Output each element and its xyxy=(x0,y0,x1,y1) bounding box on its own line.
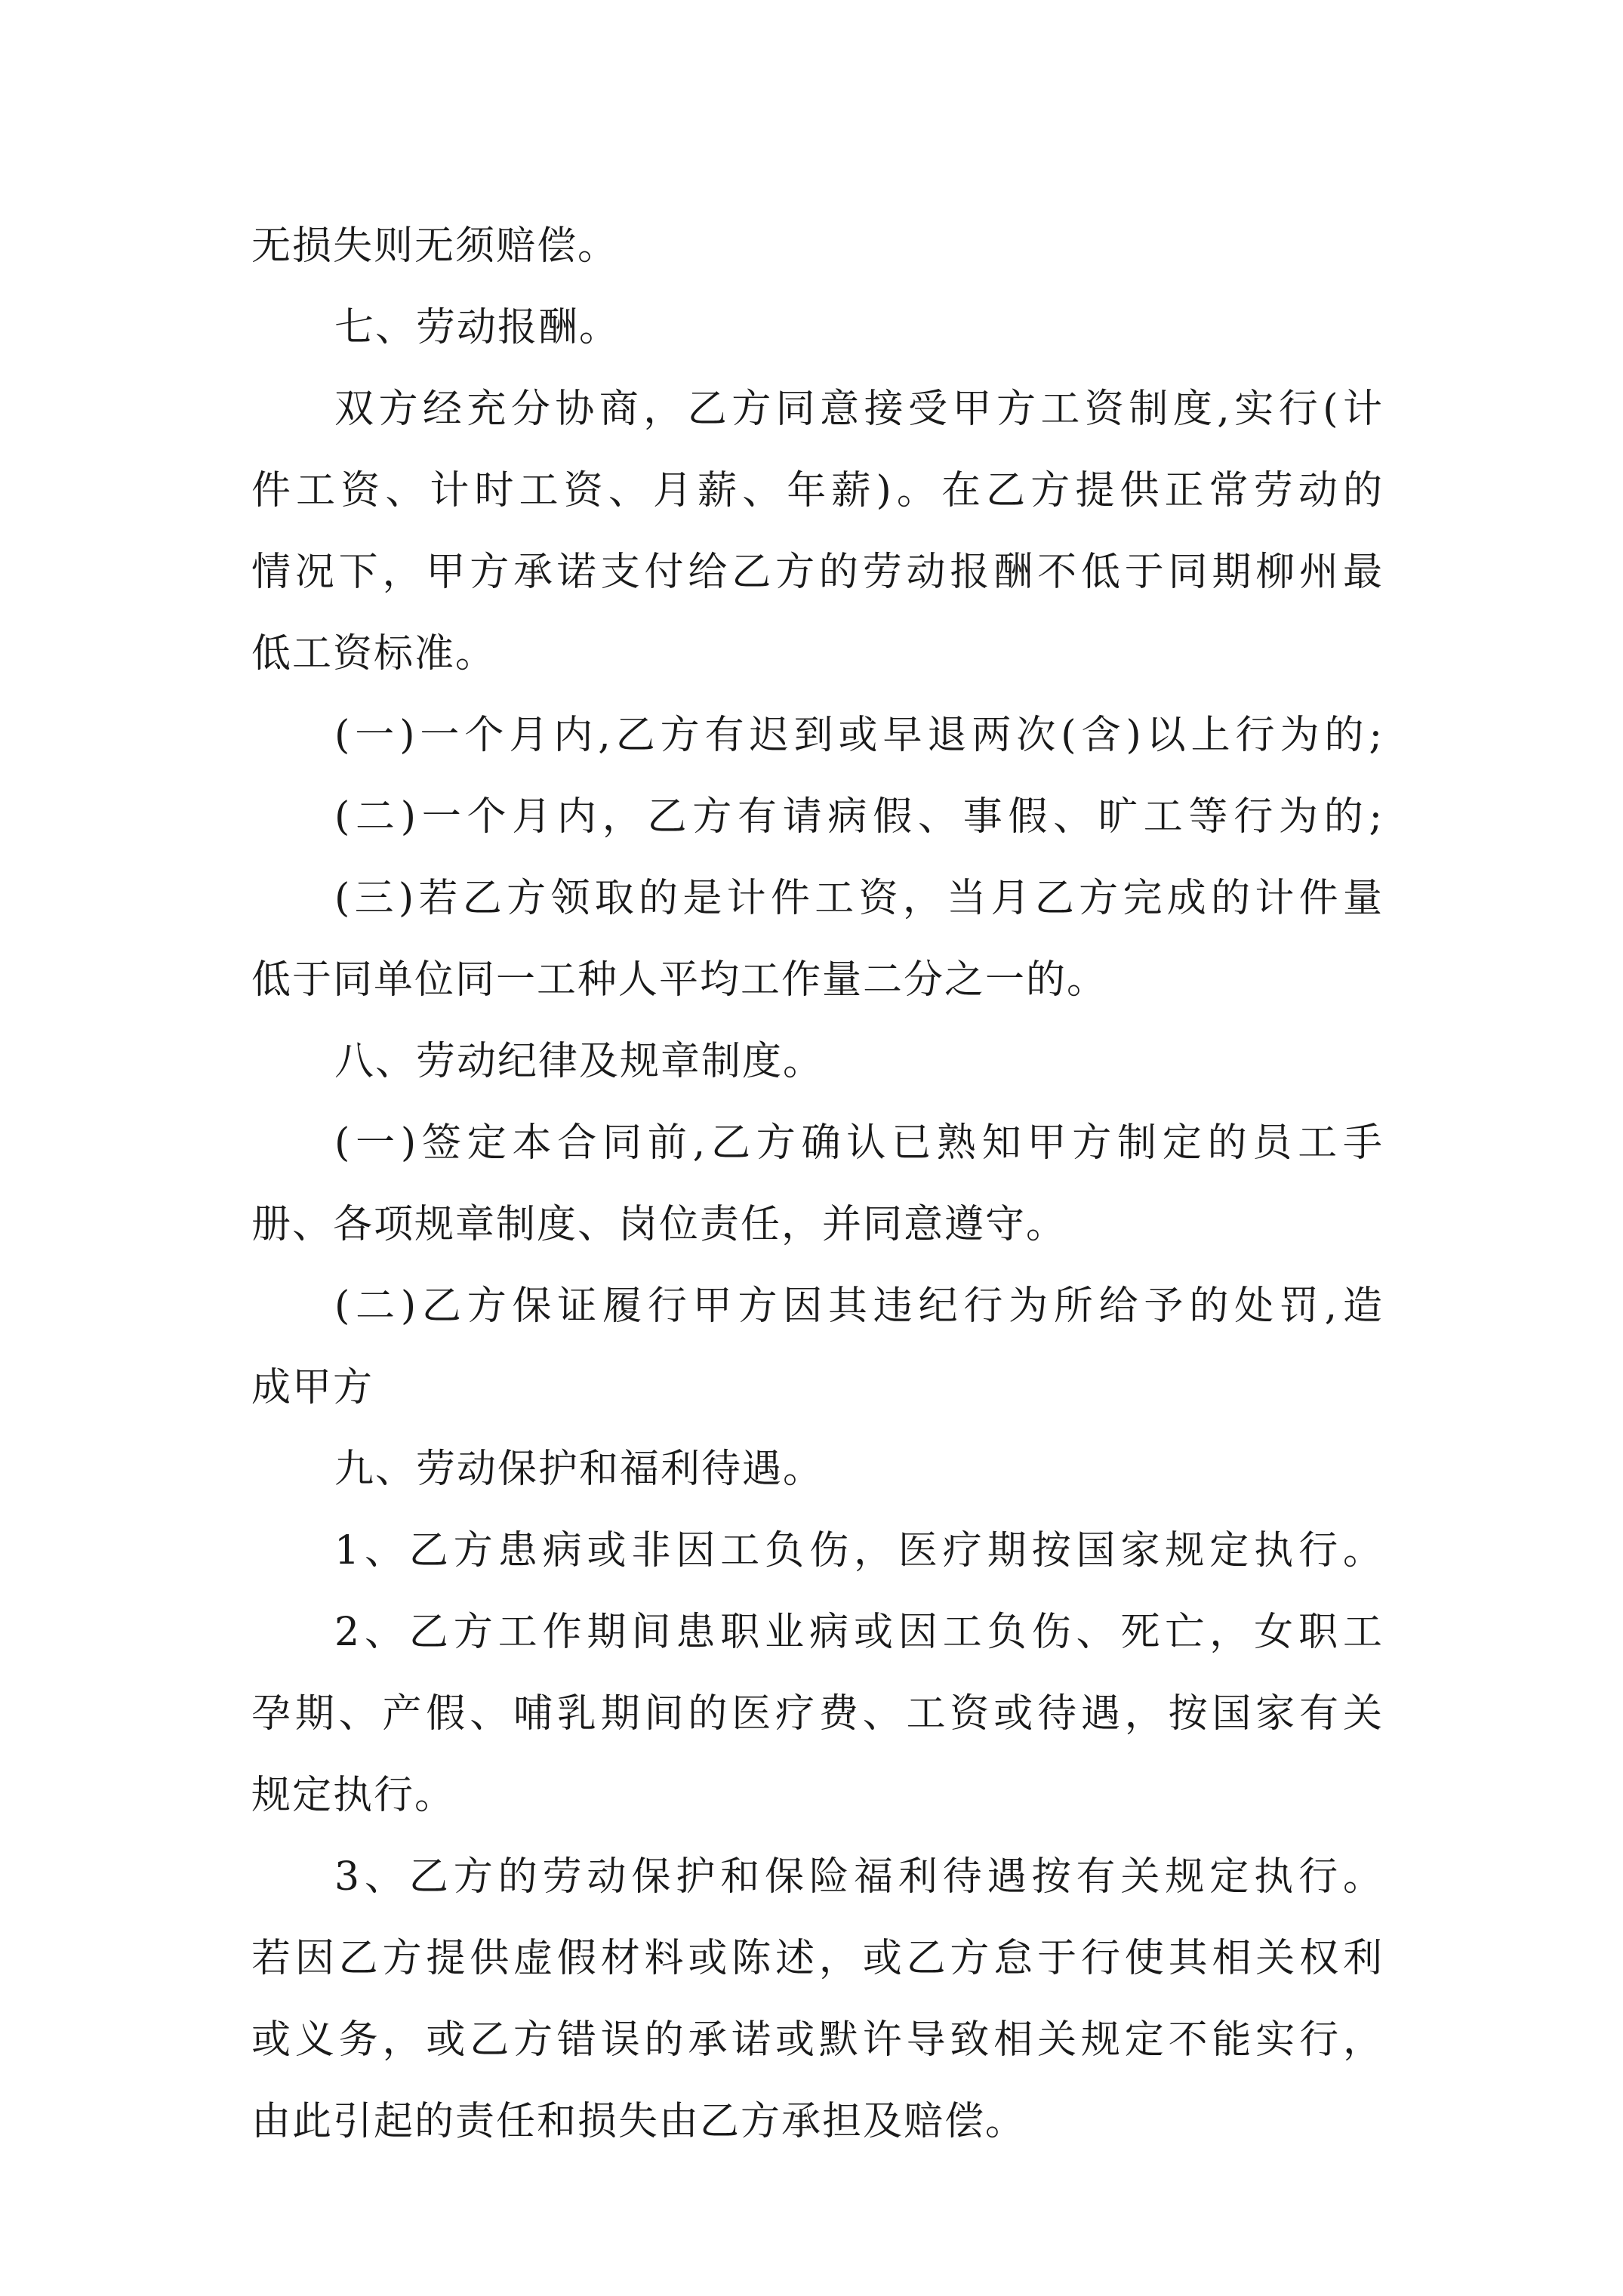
paragraph-line: 无损失则无须赔偿。 xyxy=(251,223,619,269)
list-item: (二)乙方保证履行甲方因其违纪行为所给予的处罚,造 xyxy=(334,1284,1384,1329)
section-heading-7: 七、劳动报酬。 xyxy=(334,305,621,350)
list-item: (一)一个月内,乙方有迟到或早退两次(含)以上行为的; xyxy=(334,713,1384,758)
list-item: 3、乙方的劳动保护和保险福利待遇按有关规定执行。 xyxy=(334,1854,1384,1900)
list-item: (一)签定本合同前,乙方确认已熟知甲方制定的员工手 xyxy=(334,1120,1384,1166)
section-heading-8: 八、劳动纪律及规章制度。 xyxy=(334,1039,824,1084)
list-item: (二)一个月内，乙方有请病假、事假、旷工等行为的; xyxy=(334,794,1384,840)
paragraph-line: 低工资标准。 xyxy=(251,631,497,676)
list-item-continuation: 或义务，或乙方错误的承诺或默许导致相关规定不能实行， xyxy=(251,2017,1384,2063)
paragraph-line: 情况下，甲方承诺支付给乙方的劳动报酬不低于同期柳州最 xyxy=(251,550,1384,595)
list-item-continuation: 若因乙方提供虚假材料或陈述，或乙方怠于行使其相关权利 xyxy=(251,1936,1384,1981)
list-item: 1、乙方患病或非因工负伤，医疗期按国家规定执行。 xyxy=(334,1528,1384,1573)
paragraph-line: 件工资、计时工资、月薪、年薪)。在乙方提供正常劳动的 xyxy=(251,468,1384,513)
paragraph-line: 双方经充分协商，乙方同意接受甲方工资制度,实行(计 xyxy=(334,387,1384,432)
list-item: (三)若乙方领取的是计件工资，当月乙方完成的计件量 xyxy=(334,876,1384,921)
list-item-continuation: 低于同单位同一工种人平均工作量二分之一的。 xyxy=(251,957,1108,1003)
list-item-continuation: 由此引起的责任和损失由乙方承担及赔偿。 xyxy=(251,2099,1027,2144)
list-item-continuation: 册、各项规章制度、岗位责任，并同意遵守。 xyxy=(251,1202,1067,1247)
section-heading-9: 九、劳动保护和福利待遇。 xyxy=(334,1447,824,1492)
list-item-continuation: 规定执行。 xyxy=(251,1773,456,1818)
list-item-continuation: 孕期、产假、哺乳期间的医疗费、工资或待遇，按国家有关 xyxy=(251,1691,1384,1737)
list-item-continuation: 成甲方 xyxy=(251,1365,374,1410)
list-item: 2、乙方工作期间患职业病或因工负伤、死亡，女职工 xyxy=(334,1610,1384,1655)
document-body xyxy=(251,205,1384,2162)
